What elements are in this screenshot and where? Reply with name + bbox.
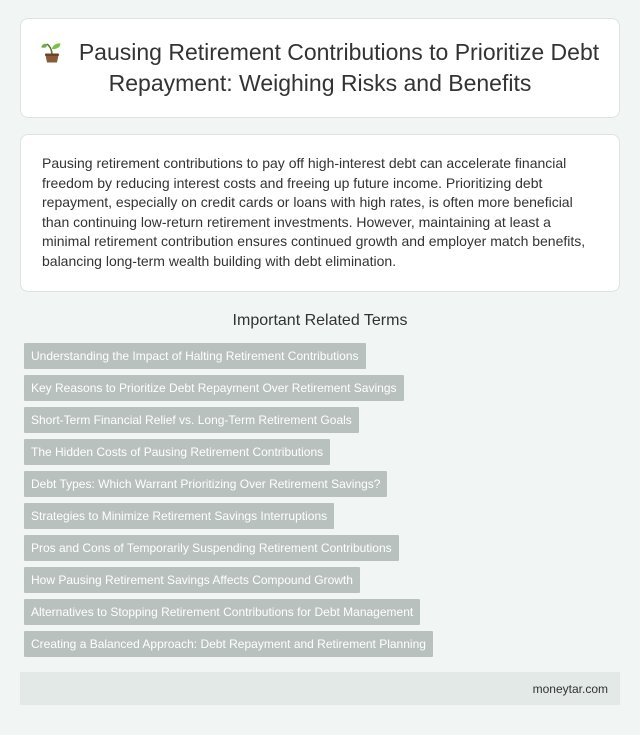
page-title: [40, 37, 600, 99]
related-terms-heading: Important Related Terms: [232, 312, 408, 329]
related-term-link[interactable]: Creating a Balanced Approach: Debt Repayment and Retirement Planning: [24, 631, 433, 657]
related-term-link[interactable]: Debt Types: Which Warrant Prioritizing Over Retirement Savings?: [24, 471, 387, 497]
related-term-link[interactable]: Alternatives to Stopping Retirement Contributions for Debt Management: [24, 599, 420, 625]
footer: [20, 672, 620, 705]
summary-text: Pausing retirement contributions to pay off high-interest debt can accelerate financial freedom by reducing interest costs and freeing up future income. Prioritizing debt repayment, especially on credit cards or loans with high rates, is often more beneficial than continuing low-return retirement investments. However, maintaining at least a minimal retirement contribution ensures continued growth and employer match benefits, balancing long-term wealth building with debt elimination.: [42, 155, 586, 269]
related-term-link[interactable]: Key Reasons to Prioritize Debt Repayment Over Retirement Savings: [24, 375, 404, 401]
related-term-link[interactable]: Short-Term Financial Relief vs. Long-Term Retirement Goals: [24, 407, 359, 433]
footer-site-link[interactable]: moneytar.com: [532, 681, 608, 696]
related-term-link[interactable]: Understanding the Impact of Halting Retirement Contributions: [24, 343, 366, 369]
related-term-link[interactable]: Pros and Cons of Temporarily Suspending Retirement Contributions: [24, 535, 399, 561]
related-term-link[interactable]: The Hidden Costs of Pausing Retirement Contributions: [24, 439, 330, 465]
title-card: [20, 18, 620, 118]
related-term-link[interactable]: How Pausing Retirement Savings Affects Compound Growth: [24, 567, 360, 593]
summary-card: [20, 134, 620, 292]
related-terms-list: [24, 343, 433, 663]
related-term-link[interactable]: Strategies to Minimize Retirement Savings Interruptions: [24, 503, 334, 529]
page-title-text: Pausing Retirement Contributions to Prioritize Debt Repayment: Weighing Risks and Benefits: [78, 39, 600, 96]
sprout-icon: [41, 39, 63, 63]
